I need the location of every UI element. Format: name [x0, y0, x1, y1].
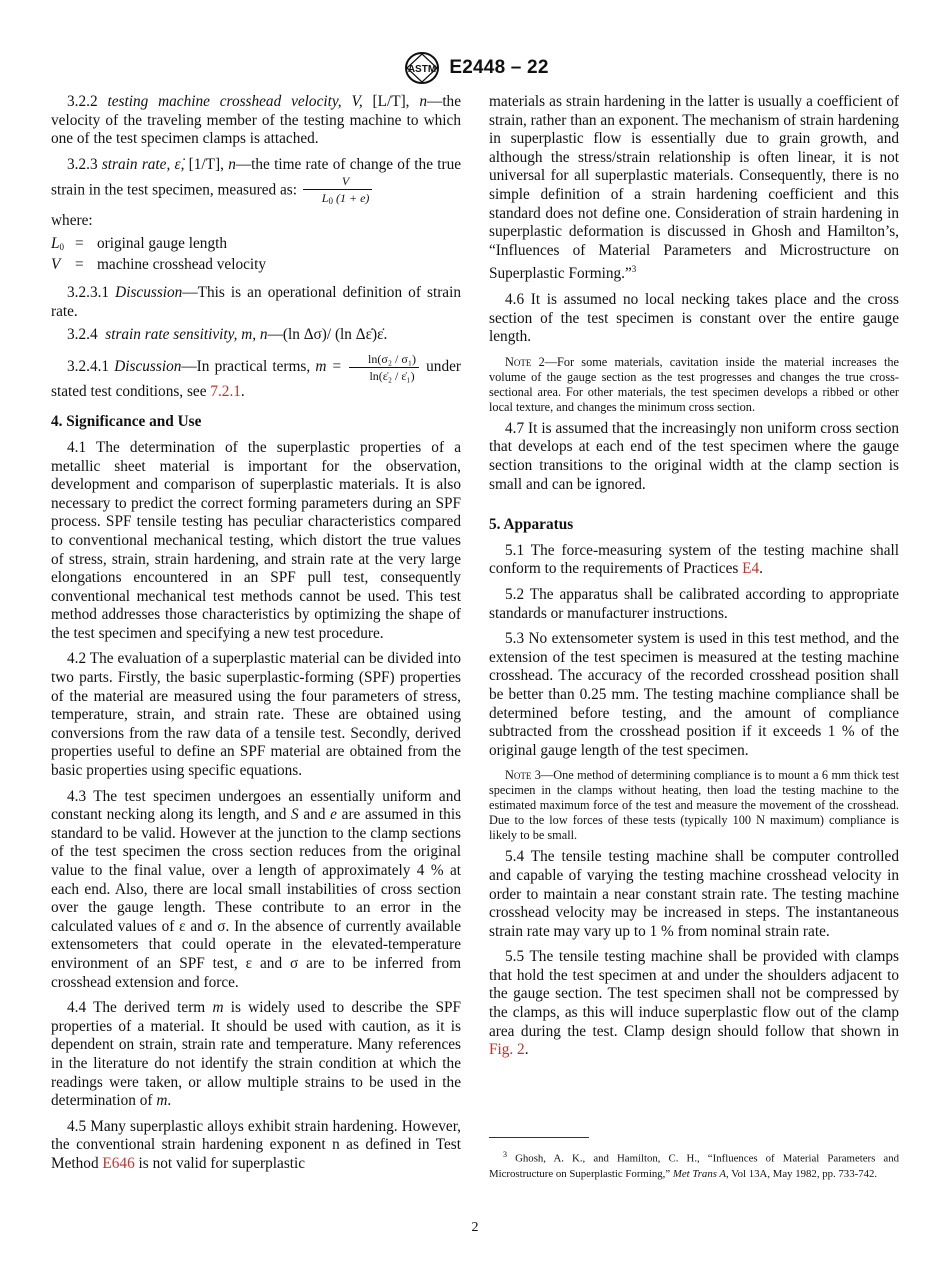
strain-rate-fraction: $\frac{V}{L_0 (1 + e)}$ — [303, 174, 373, 208]
clause-4-2: 4.2 The evaluation of a superplastic material can be divided into two parts. Firstly, the basic superplastic-forming (SPF) properties of the material are measured using the four parameters of stress, temperature, strain, and strain rate. These are obtained using conversions from the raw data of a tensile test. Secondly, derived properties useful to define an SPF material are obtained from the basic properties using specific equations. — [51, 650, 461, 780]
clause-5-4: 5.4 The tensile testing machine shall be computer controlled and capable of varying the testing machine crosshead velocity in order to maintain a near constant strain rate. The testing machine crosshead velocity may be increased in steps. The instantaneous strain rate may vary up to 1 % from nominal strain rate. — [489, 848, 899, 940]
footnote-3: $^3$ Ghosh, A. K., and Hamilton, C. H., “Influences of Material Parameters and Microstructure on Superplastic Forming,” Met Trans A, Vol 13A, May 1982, pp. 733-742. — [489, 1150, 899, 1180]
clause-3-2-4: 3.2.4 strain rate sensitivity, m, n—(ln Δσ)/ (ln Δε̇)ε̇. — [67, 326, 388, 344]
definition-row: $L_0$ = original gauge length — [51, 234, 227, 252]
clause-5-3: 5.3 No extensometer system is used in this test method, and the extension of the test specimen is measured at the testing machine crosshead. The accuracy of the recorded crosshead position shall be better than 0.25 mm. The testing machine compliance shall be determined before testing, and the amount of compliance subtracted from the crosshead position if it exceeds 1 % of the original gauge length of the test specimen. — [489, 630, 899, 759]
variable-definitions — [51, 235, 461, 277]
logo-text: ASTM — [408, 64, 437, 75]
clause-4-4: 4.4 The derived term m is widely used to describe the SPF properties of a material. It should be used with caution, as it is dependent on strain, strain rate and temperature. Many references in the literature do not identify the strain condition at which the readings were taken, or allow multiple strains to be used in the determination of m. — [51, 999, 462, 1110]
link-7-2-1[interactable]: 7.2.1 — [210, 382, 241, 400]
section-4-heading: 4. Significance and Use — [51, 413, 202, 431]
where-label: where: — [51, 212, 93, 230]
section-5-heading: 5. Apparatus — [489, 516, 574, 534]
note-2: Note 2—For some materials, cavitation inside the material increases the volume of the gauge section as the test progresses and changes the true cross-sectional area. For other materials, the test specimen develops a ribbed or other local texture, and changes the minimum cross section. — [489, 354, 899, 414]
clause-4-3: 4.3 The test specimen undergoes an essentially uniform and constant necking along its length, and S and e are assumed in this standard to be valid. However at the junction to the clamp sections of the test specimen the cross section reduces from the original value to the final value, over a length of approximately 4 % at each end. Also, there are local small instabilities of cross section over the gauge length. These contribute to an error in the calculated values of ε and σ. In the absence of currently available extensometers that could operate in the elevated-temperature environment of an SPF test, ε and σ are to be inferred from crosshead extension and force. — [51, 787, 462, 991]
link-e4[interactable]: E4 — [742, 560, 760, 578]
note-3: Note 3—One method of determining compliance is to mount a 6 mm thick test specimen in the clamps without heating, then load the testing machine to the estimated maximum force of the test and measure the movement of the crosshead. Due to the low forces of these tests (typically 100 N maximum) compliance is likely to be small. — [489, 768, 899, 843]
link-fig-2[interactable]: Fig. 2 — [489, 1041, 525, 1059]
link-e646[interactable]: E646 — [102, 1154, 135, 1172]
definition-row: V = machine crosshead velocity — [51, 255, 267, 273]
document-id: E2448 – 22 — [449, 57, 549, 78]
clause-4-5-continued: materials as strain hardening in the latter is usually a coefficient of strain, rather than an exponent. The mechanism of strain hardening in superplastic flow is essentially due to grain growth, and although the stress/strain relationship is often linear, it is not universal for all superplastic materials. Consequently, there is no simple definition of a strain hardening coefficient and this standard does not define one. Consideration of strain hardening in superplastic deformation is discussed in Ghosh and Hamilton’s, “Influences of Material Parameters and Microstructure on Superplastic Forming.”$^3$ — [489, 93, 899, 283]
astm-logo-icon — [401, 51, 443, 85]
strain-rate-sensitivity-fraction: $\frac{\text{ln(σ₂ / σ₁)}}{\text{ln(ε̇₂ / ε̇₁)}}$ — [349, 352, 419, 383]
clause-5-1: 5.1 The force-measuring system of the testing machine shall conform to the requirements of Practices E4. — [489, 541, 899, 578]
clause-4-6: 4.6 It is assumed no local necking takes place and the cross section of the test specimen is constant over the entire gauge length. — [489, 291, 899, 346]
left-column — [51, 93, 461, 1174]
clause-3-2-4-1: 3.2.4.1 Discussion—In practical terms, m = $\frac{\text{ln(σ₂ / σ₁)}}{\text{ln(ε̇₂ / ε̇₁)}}$ under stated test conditions, see 7.2.1. — [51, 351, 461, 400]
clause-3-2-2: 3.2.2 testing machine crosshead velocity, V, [L/T], n—the velocity of the traveling member of the testing machine to which one of the test specimen clamps is attached. — [51, 93, 462, 148]
clause-3-2-3-1: 3.2.3.1 Discussion—This is an operational definition of strain rate. — [51, 283, 461, 320]
clause-5-2: 5.2 The apparatus shall be calibrated according to appropriate standards or manufacturer instructions. — [489, 585, 899, 622]
clause-4-5: 4.5 Many superplastic alloys exhibit strain hardening. However, the conventional strain hardening exponent n as defined in Test Method E646 is not valid for superplastic — [51, 1117, 461, 1172]
clause-4-7: 4.7 It is assumed that the increasingly non uniform cross section that develops at each end of the test specimen where the gauge section transitions to the original width at the clamp section is small and can be ignored. — [489, 419, 899, 493]
clause-5-5: 5.5 The tensile testing machine shall be provided with clamps that hold the test specimen at and under the shoulders adjacent to the gauge section. The test specimen shall not be compressed by the clamps, as this will induce superplastic flow out of the clamp area during the test. Clamp design should follow that shown in Fig. 2. — [489, 948, 899, 1059]
page-header — [0, 50, 950, 86]
footnote-divider — [489, 1137, 589, 1138]
clause-4-1: 4.1 The determination of the superplastic properties of a metallic sheet material is important for the observation, development and comparison of superplastic materials. It is also necessary to predict the correct forming parameters during an SPF process. SPF tensile testing has peculiar characteristics compared to conventional mechanical testing, which distort the true values of stress, strain, strain hardening, and strain rate at the very large elongations encountered in an SPF pull test, consequently conventional mechanical test methods cannot be used. This test method addresses those characteristics by optimizing the shape of the test specimen and specifying a new test procedure. — [51, 438, 461, 642]
clause-3-2-3: 3.2.3 strain rate, ε̇, [1/T], n—the time rate of change of the true strain in the test specimen, measured as: $\frac{V}{L_0 (1 + e)}$ — [51, 155, 462, 207]
right-column — [489, 93, 899, 1060]
page-number: 2 — [471, 1220, 479, 1235]
